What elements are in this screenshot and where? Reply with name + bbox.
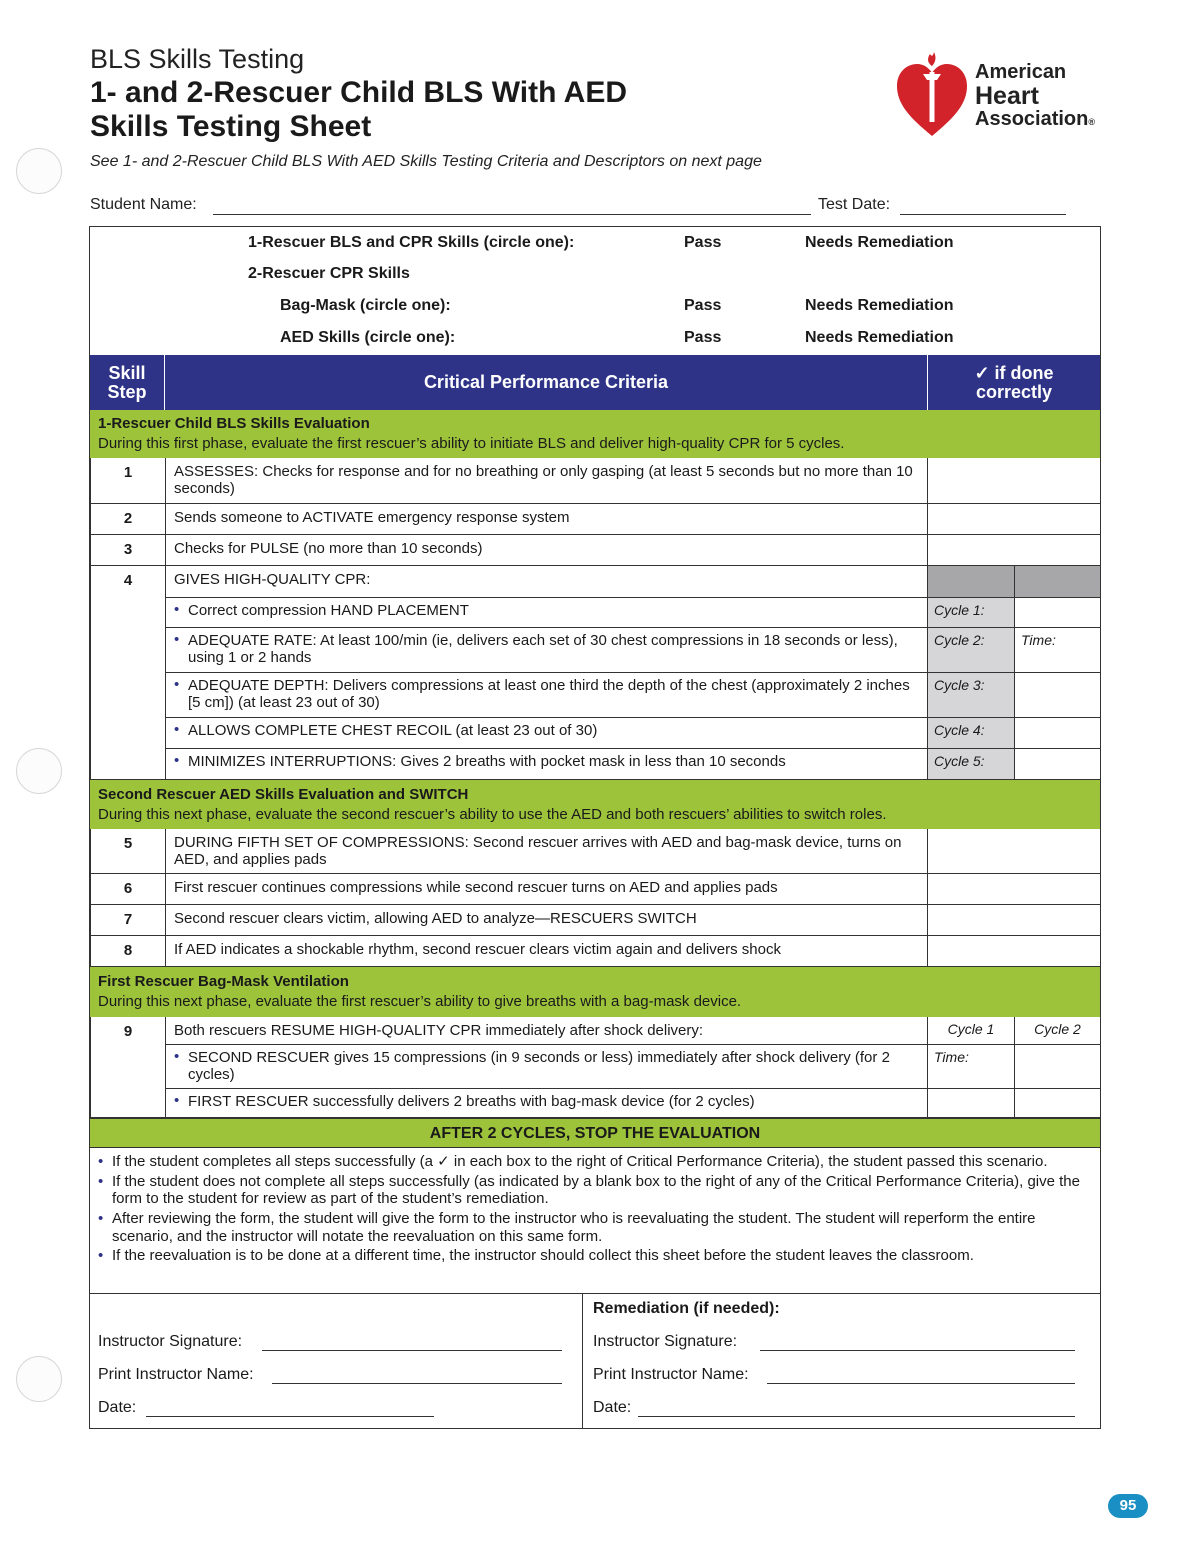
remediation-date-field[interactable] xyxy=(638,1416,1075,1417)
header-skill: Skill xyxy=(108,362,146,383)
rescuer2-label: 2-Rescuer CPR Skills xyxy=(248,265,410,282)
student-name-label: Student Name: xyxy=(90,196,197,213)
date-label: Date: xyxy=(98,1399,137,1416)
time-cell[interactable] xyxy=(1014,718,1100,749)
logo-wordmark xyxy=(975,62,1095,130)
sub-criteria xyxy=(165,718,927,749)
bullet-text: • Correct compression HAND PLACEMENT xyxy=(166,598,477,619)
instructions-list xyxy=(96,1153,1096,1267)
step-criteria: Second rescuer clears victim, allowing AED to analyze—RESCUERS SWITCH xyxy=(165,905,927,936)
punch-hole-bottom xyxy=(16,1356,62,1402)
step-checkbox[interactable] xyxy=(927,829,1100,874)
remediation-print-name-field[interactable] xyxy=(767,1383,1075,1384)
step-checkbox[interactable] xyxy=(927,535,1100,566)
step-number: 7 xyxy=(90,905,165,936)
aed-label: AED Skills (circle one): xyxy=(280,329,456,346)
time-cell[interactable] xyxy=(1014,598,1100,628)
step-number: 4 xyxy=(90,566,165,780)
section-1-header xyxy=(90,410,1100,458)
bullet-text: • FIRST RESCUER successfully delivers 2 breaths with bag-mask device (for 2 cycles) xyxy=(166,1089,763,1110)
header-skill-step xyxy=(90,355,165,410)
sub-criteria xyxy=(165,749,927,780)
logo-word-heart: Heart xyxy=(975,82,1039,110)
test-date-field[interactable] xyxy=(900,214,1066,215)
step-number: 2 xyxy=(90,504,165,535)
step-criteria: Checks for PULSE (no more than 10 seconds) xyxy=(165,535,927,566)
stop-evaluation-banner: AFTER 2 CYCLES, STOP THE EVALUATION xyxy=(90,1118,1100,1148)
bullet-text: • SECOND RESCUER gives 15 compressions (in 9 seconds or less) immediately after shock delivery (for 2 cycles) xyxy=(166,1045,927,1084)
remediation-label: Remediation (if needed): xyxy=(593,1300,780,1317)
print-instructor-name-field[interactable] xyxy=(272,1383,562,1384)
sub-criteria xyxy=(165,598,927,628)
bagmask-label: Bag-Mask (circle one): xyxy=(280,297,451,314)
cycle-3-cell[interactable]: Cycle 3: xyxy=(927,673,1014,718)
remediation-instructor-signature-field[interactable] xyxy=(760,1350,1075,1351)
rescuer1-needs-remediation[interactable]: Needs Remediation xyxy=(805,234,954,251)
section-3-header xyxy=(90,967,1100,1017)
cycle-2-header: Cycle 2 xyxy=(1014,1017,1100,1045)
page-title: 1- and 2-Rescuer Child BLS With AED xyxy=(90,76,628,109)
punch-hole-top xyxy=(16,148,62,194)
section-2-header xyxy=(90,780,1100,829)
step-checkbox[interactable] xyxy=(927,458,1100,504)
rescuer1-label: 1-Rescuer BLS and CPR Skills (circle one): xyxy=(248,234,575,251)
logo-word-association: Association® xyxy=(975,108,1095,131)
time-label[interactable]: Time: xyxy=(927,1045,1014,1089)
section-label: BLS Skills Testing xyxy=(90,44,305,74)
cycle-1-header: Cycle 1 xyxy=(927,1017,1014,1045)
step-criteria: Sends someone to ACTIVATE emergency response system xyxy=(165,504,927,535)
instruction-item: • If the student completes all steps successfully (a ✓ in each box to the right of Critical Performance Criteria), the student passed this scenario. xyxy=(96,1153,1096,1171)
step-checkbox[interactable] xyxy=(927,874,1100,905)
header-criteria: Critical Performance Criteria xyxy=(165,355,927,410)
bullet-text: • ADEQUATE RATE: At least 100/min (ie, delivers each set of 30 chest compressions in 18 seconds or less), using 1 or 2 hands xyxy=(166,628,927,667)
instruction-item: • If the reevaluation is to be done at a different time, the instructor should collect this sheet before the student leaves the classroom. xyxy=(96,1247,1096,1265)
subtitle: See 1- and 2-Rescuer Child BLS With AED Skills Testing Criteria and Descriptors on next page xyxy=(90,153,762,170)
step-number: 6 xyxy=(90,874,165,905)
step-checkbox[interactable] xyxy=(927,504,1100,535)
cycle-1-cell[interactable]: Cycle 1: xyxy=(927,598,1014,628)
grey-cell xyxy=(927,566,1014,598)
signature-top-divider xyxy=(90,1293,1100,1294)
step-criteria: Both rescuers RESUME HIGH-QUALITY CPR immediately after shock delivery: xyxy=(165,1017,927,1045)
student-name-field[interactable] xyxy=(213,214,811,215)
step-number: 1 xyxy=(90,458,165,504)
punch-hole-middle xyxy=(16,748,62,794)
header-done-line1: ✓ if done xyxy=(974,362,1054,383)
page-number-badge: 95 xyxy=(1108,1494,1148,1518)
step-criteria: ASSESSES: Checks for response and for no breathing or only gasping (at least 5 seconds but no more than 10 seconds) xyxy=(165,458,927,504)
step-number: 3 xyxy=(90,535,165,566)
aed-pass[interactable]: Pass xyxy=(684,329,722,346)
aed-needs-remediation[interactable]: Needs Remediation xyxy=(805,329,954,346)
step-criteria: DURING FIFTH SET OF COMPRESSIONS: Second rescuer arrives with AED and bag-mask device, turns on AED, and applies pads xyxy=(165,829,927,874)
signature-divider xyxy=(582,1293,583,1428)
cycle-5-cell[interactable]: Cycle 5: xyxy=(927,749,1014,780)
step-number: 8 xyxy=(90,936,165,967)
section-2-desc: During this next phase, evaluate the second rescuer’s ability to use the AED and both rescuers’ abilities to switch roles. xyxy=(98,805,887,823)
grey-cell xyxy=(1014,566,1100,598)
step-number: 5 xyxy=(90,829,165,874)
step-criteria: First rescuer continues compressions while second rescuer turns on AED and applies pads xyxy=(165,874,927,905)
time-cell[interactable] xyxy=(1014,673,1100,718)
time-cell[interactable] xyxy=(1014,1045,1100,1089)
instructor-signature-label: Instructor Signature: xyxy=(98,1333,243,1350)
bullet-text: • ALLOWS COMPLETE CHEST RECOIL (at least 23 out of 30) xyxy=(166,718,605,739)
print-instructor-name-label: Print Instructor Name: xyxy=(98,1366,254,1383)
section-1-desc: During this first phase, evaluate the first rescuer’s ability to initiate BLS and deliver high-quality CPR for 5 cycles. xyxy=(98,434,845,452)
date-field[interactable] xyxy=(146,1416,434,1417)
bagmask-needs-remediation[interactable]: Needs Remediation xyxy=(805,297,954,314)
section-1-title: 1-Rescuer Child BLS Skills Evaluation xyxy=(98,415,370,432)
rescuer1-pass[interactable]: Pass xyxy=(684,234,722,251)
sub-criteria xyxy=(165,628,927,673)
sub-criteria xyxy=(165,1089,927,1118)
header-done-correctly xyxy=(927,355,1100,410)
section-2-title: Second Rescuer AED Skills Evaluation and SWITCH xyxy=(98,786,469,803)
heart-torch-icon xyxy=(893,50,971,138)
section-3-desc: During this next phase, evaluate the first rescuer’s ability to give breaths with a bag-mask device. xyxy=(98,992,742,1010)
cycle-4-cell[interactable]: Cycle 4: xyxy=(927,718,1014,749)
header-done-line2: correctly xyxy=(975,381,1053,402)
instruction-item: • If the student does not complete all steps successfully (as indicated by a blank box to the right of any of the Critical Performance Criteria), give the form to the student for review as part of the student’s remediation. xyxy=(96,1173,1096,1208)
sub-criteria xyxy=(165,1045,927,1089)
step-criteria: GIVES HIGH-QUALITY CPR: xyxy=(165,566,927,598)
step-checkbox[interactable] xyxy=(927,905,1100,936)
step-checkbox[interactable] xyxy=(1014,1089,1100,1118)
cycle-2-cell[interactable]: Cycle 2: xyxy=(927,628,1014,673)
aha-logo xyxy=(893,50,1113,140)
section-3-title: First Rescuer Bag-Mask Ventilation xyxy=(98,973,349,990)
sub-criteria xyxy=(165,673,927,718)
step-number: 9 xyxy=(90,1017,165,1118)
step-criteria: If AED indicates a shockable rhythm, second rescuer clears victim again and delivers shock xyxy=(165,936,927,967)
bullet-text: • MINIMIZES INTERRUPTIONS: Gives 2 breaths with pocket mask in less than 10 seconds xyxy=(166,749,794,770)
header-step: Step xyxy=(107,381,147,402)
remediation-instructor-signature-label: Instructor Signature: xyxy=(593,1333,738,1350)
bagmask-pass[interactable]: Pass xyxy=(684,297,722,314)
time-cell[interactable] xyxy=(1014,749,1100,780)
instructor-signature-field[interactable] xyxy=(262,1350,562,1351)
remediation-date-label: Date: xyxy=(593,1399,632,1416)
remediation-print-name-label: Print Instructor Name: xyxy=(593,1366,749,1383)
time-label[interactable]: Time: xyxy=(1014,628,1100,673)
step-checkbox[interactable] xyxy=(927,936,1100,967)
test-date-label: Test Date: xyxy=(818,196,891,213)
step-checkbox[interactable] xyxy=(927,1089,1014,1118)
logo-word-american: American xyxy=(975,61,1067,83)
instruction-item: • After reviewing the form, the student will give the form to the instructor who is reevaluating the student. The student will reperform the entire scenario, and the instructor will notate the reevaluation on this same form. xyxy=(96,1210,1096,1245)
page-title-line2: Skills Testing Sheet xyxy=(90,110,372,143)
bullet-text: • ADEQUATE DEPTH: Delivers compressions at least one third the depth of the chest (approximately 2 inches [5 cm]) (at least 23 out of 30) xyxy=(166,673,927,712)
